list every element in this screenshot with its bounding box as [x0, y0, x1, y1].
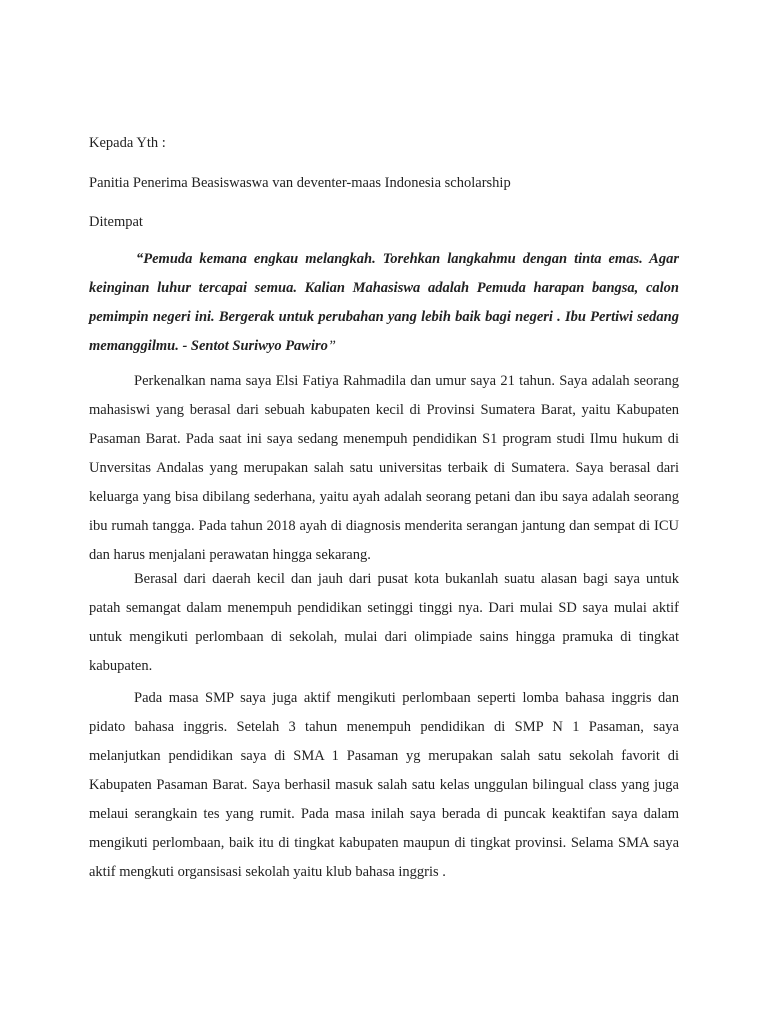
quote-closing-mark: ” — [327, 338, 336, 354]
quote-text: “Pemuda kemana engkau melangkah. Torehkan langkahmu dengan tinta emas. Agar keinginan luhur tercapai semua. Kalian Mahasiswa adalah Pemuda harapan bangsa, calon pemimpin negeri ini. Bergerak untuk perubahan yang lebih baik bagi negeri . Ibu Pertiwi sedang memanggilmu. - Sentot Suriwyo Pawiro — [89, 251, 679, 354]
body-paragraph: Perkenalkan nama saya Elsi Fatiya Rahmadila dan umur saya 21 tahun. Saya adalah seorang mahasiswi yang berasal dari sebuah kabupaten kecil di Provinsi Sumatera Barat, yaitu Kabupaten Pasaman Barat. Pada saat ini saya sedang menempuh pendidikan S1 program studi Ilmu hukum di Unversitas Andalas yang merupakan salah satu universitas terbaik di Sumatera. Saya berasal dari keluarga yang bisa dibilang sederhana, yaitu ayah adalah seorang petani dan ibu saya adalah seorang ibu rumah tangga. Pada tahun 2018 ayah di diagnosis menderita serangan jantung dan sempat di ICU dan harus menjalani perawatan hingga sekarang. — [89, 373, 679, 563]
motivational-quote — [89, 245, 679, 361]
salutation: Kepada Yth : — [89, 135, 166, 151]
recipient: Panitia Penerima Beasiswaswa van deventer-maas Indonesia scholarship — [89, 175, 511, 191]
location: Ditempat — [89, 214, 143, 230]
body-paragraph: Berasal dari daerah kecil dan jauh dari pusat kota bukanlah suatu alasan bagi saya untuk patah semangat dalam menempuh pendidikan setinggi tinggi nya. Dari mulai SD saya mulai aktif untuk mengikuti perlombaan di sekolah, mulai dari olimpiade sains hingga pramuka di tingkat kabupaten. — [89, 571, 679, 674]
body-paragraph: Pada masa SMP saya juga aktif mengikuti perlombaan seperti lomba bahasa inggris dan pidato bahasa inggris. Setelah 3 tahun menempuh pendidikan di SMP N 1 Pasaman, saya melanjutkan pendidikan saya di SMA 1 Pasaman yg merupakan salah satu sekolah favorit di Kabupaten Pasaman Barat. Saya berhasil masuk salah satu kelas unggulan bilingual class yang juga melaui serangkain tes yang rumit. Pada masa inilah saya berada di puncak keaktifan saya dalam mengikuti perlombaan, baik itu di tingkat kabupaten maupun di tingkat provinsi. Selama SMA saya aktif mengkuti organsisasi sekolah yaitu klub bahasa inggris . — [89, 690, 679, 880]
